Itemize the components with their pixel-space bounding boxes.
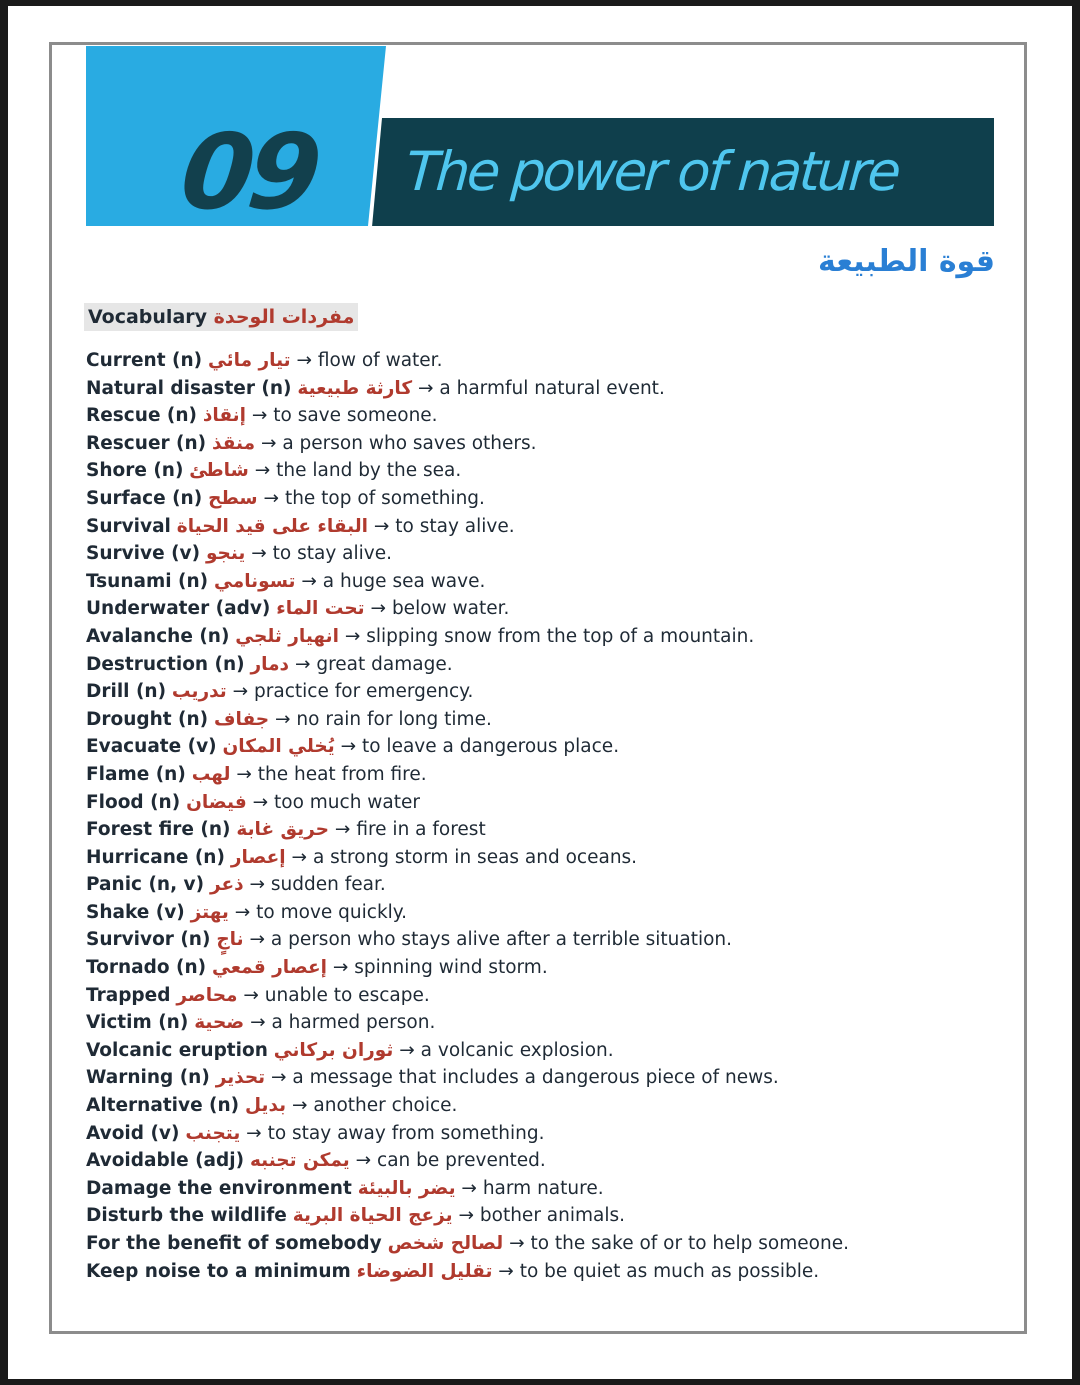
vocabulary-word: Rescue (n) bbox=[86, 405, 198, 427]
vocabulary-arabic: يزعج الحياة البرية bbox=[292, 1205, 453, 1227]
vocabulary-item bbox=[86, 1202, 1016, 1230]
vocabulary-item bbox=[86, 733, 1016, 761]
vocabulary-word: Trapped bbox=[86, 984, 171, 1006]
vocabulary-item bbox=[86, 457, 1016, 485]
vocabulary-item bbox=[86, 871, 1016, 899]
vocabulary-word: Panic (n, v) bbox=[86, 874, 205, 896]
arrow-right-icon: → bbox=[332, 957, 349, 979]
arabic-title: قوة الطبيعة bbox=[818, 244, 995, 279]
vocabulary-definition: another choice. bbox=[313, 1095, 458, 1117]
vocabulary-arabic: إعصار قمعي bbox=[212, 957, 327, 979]
vocabulary-definition: the land by the sea. bbox=[276, 460, 462, 482]
vocabulary-arabic: ينجو bbox=[205, 543, 246, 565]
vocabulary-definition: a person who stays alive after a terrible situation. bbox=[270, 929, 733, 951]
arrow-right-icon: → bbox=[236, 763, 252, 785]
vocabulary-arabic: دمار bbox=[250, 653, 290, 675]
arrow-right-icon: → bbox=[301, 570, 317, 592]
arrow-right-icon: → bbox=[461, 1177, 477, 1199]
arrow-right-icon: → bbox=[243, 984, 259, 1006]
vocabulary-definition: slipping snow from the top of a mountain. bbox=[366, 625, 755, 647]
vocabulary-word: Surface (n) bbox=[86, 487, 203, 509]
arrow-right-icon: → bbox=[251, 543, 267, 565]
vocabulary-definition: sudden fear. bbox=[270, 874, 386, 896]
vocabulary-word: Survive (v) bbox=[86, 543, 201, 565]
vocabulary-arabic: كارثة طبيعية bbox=[297, 377, 413, 399]
vocabulary-arabic: انهيار ثلجي bbox=[235, 625, 339, 647]
arrow-right-icon: → bbox=[246, 1122, 262, 1144]
vocabulary-item bbox=[86, 1147, 1016, 1175]
vocabulary-word: Survival bbox=[86, 515, 171, 537]
vocabulary-item bbox=[86, 1230, 1016, 1258]
arrow-right-icon: → bbox=[370, 598, 387, 620]
vocabulary-definition: practice for emergency. bbox=[254, 681, 474, 703]
vocabulary-arabic: منقذ bbox=[212, 432, 256, 454]
arrow-right-icon: → bbox=[334, 819, 351, 841]
vocabulary-item bbox=[86, 1120, 1016, 1148]
vocabulary-definition: the heat from fire. bbox=[257, 763, 427, 785]
vocabulary-arabic: ذعر bbox=[209, 874, 244, 896]
vocabulary-word: Keep noise to a minimum bbox=[86, 1260, 351, 1282]
screen-edge-top bbox=[0, 0, 1080, 6]
vocabulary-word: Underwater (adv) bbox=[86, 598, 271, 620]
vocabulary-arabic: تحت الماء bbox=[276, 598, 365, 620]
vocabulary-item bbox=[86, 540, 1016, 568]
vocabulary-word: Destruction (n) bbox=[86, 653, 245, 675]
vocabulary-word: Shore (n) bbox=[86, 460, 184, 482]
arrow-right-icon: → bbox=[418, 377, 434, 399]
vocabulary-word: Drought (n) bbox=[86, 708, 209, 730]
vocabulary-definition: to the sake of or to help someone. bbox=[530, 1233, 849, 1254]
vocabulary-arabic: محاصر bbox=[176, 984, 238, 1006]
arrow-right-icon: → bbox=[294, 653, 311, 675]
vocabulary-word: Alternative (n) bbox=[86, 1095, 240, 1117]
arrow-right-icon: → bbox=[234, 901, 251, 923]
vocabulary-word: Disturb the wildlife bbox=[86, 1205, 287, 1227]
vocabulary-word: Damage the environment bbox=[86, 1177, 352, 1199]
vocabulary-arabic: تدريب bbox=[171, 681, 227, 703]
vocabulary-item bbox=[86, 347, 1016, 375]
vocabulary-word: Hurricane (n) bbox=[86, 846, 225, 868]
vocabulary-item bbox=[86, 678, 1016, 706]
vocabulary-arabic: حريق غابة bbox=[236, 819, 330, 841]
vocabulary-item bbox=[86, 651, 1016, 679]
vocabulary-definition: a person who saves others. bbox=[282, 432, 537, 454]
vocabulary-definition: to leave a dangerous place. bbox=[361, 736, 620, 758]
vocabulary-item bbox=[86, 623, 1016, 651]
vocabulary-item bbox=[86, 375, 1016, 403]
vocabulary-item bbox=[86, 982, 1016, 1010]
vocabulary-item bbox=[86, 513, 1016, 541]
arrow-right-icon: → bbox=[373, 515, 390, 537]
arrow-right-icon: → bbox=[263, 487, 280, 509]
arrow-right-icon: → bbox=[296, 350, 312, 371]
vocabulary-item bbox=[86, 485, 1016, 513]
vocabulary-item bbox=[86, 926, 1016, 954]
vocabulary-definition: a message that includes a dangerous piece of news. bbox=[292, 1067, 779, 1089]
arrow-right-icon: → bbox=[232, 681, 249, 703]
vocabulary-item bbox=[86, 1064, 1016, 1092]
vocabulary-item bbox=[86, 789, 1016, 817]
vocabulary-definition: spinning wind storm. bbox=[354, 957, 548, 979]
vocabulary-definition: a volcanic explosion. bbox=[420, 1039, 614, 1061]
vocabulary-word: Avoid (v) bbox=[86, 1122, 180, 1144]
vocabulary-arabic: سطح bbox=[208, 487, 258, 509]
vocabulary-definition: to stay alive. bbox=[272, 543, 393, 565]
vocabulary-definition: the top of something. bbox=[284, 487, 485, 509]
vocabulary-heading bbox=[84, 303, 358, 331]
vocabulary-item bbox=[86, 595, 1016, 623]
vocabulary-arabic: بديل bbox=[245, 1095, 287, 1117]
vocabulary-arabic: لصالح شخص bbox=[387, 1233, 504, 1254]
vocabulary-arabic: فيضان bbox=[186, 791, 247, 813]
vocabulary-definition: to move quickly. bbox=[256, 901, 407, 923]
unit-number: 09 bbox=[175, 111, 322, 233]
vocabulary-arabic: يضر بالبيئة bbox=[357, 1177, 456, 1199]
vocabulary-definition: a huge sea wave. bbox=[322, 570, 486, 592]
vocabulary-arabic: ضحية bbox=[194, 1012, 245, 1034]
vocabulary-word: For the benefit of somebody bbox=[86, 1233, 382, 1254]
vocabulary-word: Tornado (n) bbox=[86, 957, 207, 979]
vocabulary-definition: to be quiet as much as possible. bbox=[519, 1260, 820, 1282]
arrow-right-icon: → bbox=[249, 874, 266, 896]
vocabulary-definition: to stay away from something. bbox=[267, 1122, 545, 1144]
vocabulary-definition: bother animals. bbox=[479, 1205, 626, 1227]
vocabulary-arabic: إعصار bbox=[230, 846, 286, 868]
vocabulary-heading-ar: مفردات الوحدة bbox=[213, 306, 355, 328]
arrow-right-icon: → bbox=[250, 1012, 266, 1034]
vocabulary-word: Forest fire (n) bbox=[86, 819, 231, 841]
vocabulary-arabic: البقاء على قيد الحياة bbox=[176, 515, 368, 537]
vocabulary-word: Natural disaster (n) bbox=[86, 377, 292, 399]
vocabulary-definition: great damage. bbox=[316, 653, 453, 675]
vocabulary-item bbox=[86, 1009, 1016, 1037]
arrow-right-icon: → bbox=[292, 1095, 308, 1117]
vocabulary-item bbox=[86, 1258, 1016, 1286]
vocabulary-arabic: تحذير bbox=[215, 1067, 266, 1089]
vocabulary-definition: too much water bbox=[274, 791, 421, 813]
arrow-right-icon: → bbox=[251, 405, 268, 427]
arrow-right-icon: → bbox=[498, 1260, 514, 1282]
vocabulary-arabic: تسونامي bbox=[214, 570, 296, 592]
screen-edge-right bbox=[1072, 0, 1080, 1385]
vocabulary-definition: unable to escape. bbox=[264, 984, 430, 1006]
vocabulary-item bbox=[86, 954, 1016, 982]
vocabulary-definition: harm nature. bbox=[482, 1177, 604, 1199]
vocabulary-definition: to stay alive. bbox=[395, 515, 515, 537]
arrow-right-icon: → bbox=[458, 1205, 474, 1227]
vocabulary-arabic: ثوران بركاني bbox=[273, 1039, 394, 1061]
vocabulary-item bbox=[86, 568, 1016, 596]
vocabulary-arabic: جفاف bbox=[214, 708, 270, 730]
vocabulary-item bbox=[86, 1037, 1016, 1065]
vocabulary-definition: fire in a forest bbox=[356, 819, 486, 841]
arrow-right-icon: → bbox=[260, 432, 277, 454]
arrow-right-icon: → bbox=[275, 708, 291, 730]
vocabulary-definition: below water. bbox=[391, 598, 510, 620]
vocabulary-word: Warning (n) bbox=[86, 1067, 210, 1089]
vocabulary-arabic: يُخلي المكان bbox=[222, 736, 335, 758]
vocabulary-arabic: شاطئ bbox=[189, 460, 249, 482]
vocabulary-item bbox=[86, 844, 1016, 872]
vocabulary-definition: a harmful natural event. bbox=[439, 377, 665, 399]
vocabulary-word: Tsunami (n) bbox=[86, 570, 209, 592]
vocabulary-heading-en: Vocabulary bbox=[88, 306, 208, 328]
vocabulary-list bbox=[86, 347, 1016, 1285]
vocabulary-word: Volcanic eruption bbox=[86, 1039, 268, 1061]
arrow-right-icon: → bbox=[291, 846, 308, 868]
vocabulary-item bbox=[86, 1092, 1016, 1120]
vocabulary-item bbox=[86, 761, 1016, 789]
arrow-right-icon: → bbox=[249, 929, 265, 951]
vocabulary-definition: a strong storm in seas and oceans. bbox=[312, 846, 638, 868]
vocabulary-definition: no rain for long time. bbox=[296, 708, 492, 730]
vocabulary-word: Avoidable (adj) bbox=[86, 1150, 245, 1172]
vocabulary-arabic: يتجنب bbox=[185, 1122, 241, 1144]
vocabulary-word: Rescuer (n) bbox=[86, 432, 207, 454]
vocabulary-word: Drill (n) bbox=[86, 681, 167, 703]
vocabulary-item bbox=[86, 402, 1016, 430]
unit-title: The power of nature bbox=[403, 140, 901, 203]
vocabulary-item bbox=[86, 816, 1016, 844]
vocabulary-item bbox=[86, 1175, 1016, 1203]
vocabulary-item bbox=[86, 430, 1016, 458]
vocabulary-arabic: تيار مائي bbox=[207, 350, 291, 371]
vocabulary-word: Shake (v) bbox=[86, 901, 185, 923]
arrow-right-icon: → bbox=[254, 460, 271, 482]
vocabulary-arabic: تقليل الضوضاء bbox=[356, 1260, 493, 1282]
vocabulary-definition: to save someone. bbox=[273, 405, 438, 427]
vocabulary-word: Flame (n) bbox=[86, 763, 186, 785]
vocabulary-arabic: ناجٍ bbox=[216, 929, 244, 951]
vocabulary-item bbox=[86, 706, 1016, 734]
vocabulary-word: Victim (n) bbox=[86, 1012, 189, 1034]
vocabulary-arabic: لهب bbox=[191, 763, 231, 785]
vocabulary-definition: a harmed person. bbox=[271, 1012, 436, 1034]
vocabulary-arabic: إنقاذ bbox=[202, 405, 246, 427]
vocabulary-word: Evacuate (v) bbox=[86, 736, 217, 758]
vocabulary-arabic: يمكن تجنبه bbox=[249, 1150, 350, 1172]
screen-edge-left bbox=[0, 0, 8, 1385]
arrow-right-icon: → bbox=[344, 625, 361, 647]
vocabulary-word: Survivor (n) bbox=[86, 929, 211, 951]
arrow-right-icon: → bbox=[271, 1067, 287, 1089]
vocabulary-definition: can be prevented. bbox=[377, 1150, 546, 1172]
arrow-right-icon: → bbox=[252, 791, 269, 813]
vocabulary-item bbox=[86, 899, 1016, 927]
vocabulary-word: Flood (n) bbox=[86, 791, 181, 813]
arrow-right-icon: → bbox=[355, 1150, 372, 1172]
arrow-right-icon: → bbox=[340, 736, 357, 758]
vocabulary-word: Avalanche (n) bbox=[86, 625, 230, 647]
arrow-right-icon: → bbox=[509, 1233, 525, 1254]
vocabulary-word: Current (n) bbox=[86, 350, 203, 371]
vocabulary-definition: flow of water. bbox=[317, 350, 443, 371]
screen-edge-bottom bbox=[0, 1379, 1080, 1385]
vocabulary-arabic: يهتز bbox=[190, 901, 229, 923]
arrow-right-icon: → bbox=[399, 1039, 415, 1061]
